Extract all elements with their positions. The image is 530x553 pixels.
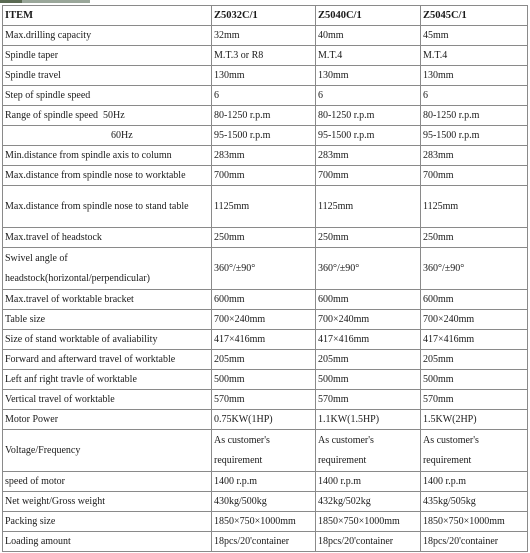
row-label: Size of stand worktable of avaliability — [3, 330, 212, 350]
row-value: 600mm — [315, 290, 420, 310]
row-value: 6 — [420, 86, 527, 106]
row-value: 417×416mm — [420, 330, 527, 350]
table-row — [3, 532, 528, 552]
row-value: 18pcs/20'container — [315, 532, 420, 552]
row-value: 700×240mm — [315, 310, 420, 330]
row-value: 6 — [211, 86, 315, 106]
row-value: 18pcs/20'container — [420, 532, 527, 552]
row-label: Voltage/Frequency — [3, 430, 212, 472]
header-model: Z5045C/1 — [420, 6, 527, 26]
row-value: 205mm — [420, 350, 527, 370]
row-label: Max.drilling capacity — [3, 26, 212, 46]
row-value: 130mm — [315, 66, 420, 86]
top-decoration-accent — [0, 0, 22, 3]
row-value: As customer's requirement — [420, 430, 527, 472]
row-value: 417×416mm — [211, 330, 315, 350]
row-value: 1125mm — [315, 186, 420, 228]
row-value: 32mm — [211, 26, 315, 46]
row-value: 283mm — [420, 146, 527, 166]
row-value: 130mm — [420, 66, 527, 86]
row-value: 1.5KW(2HP) — [420, 410, 527, 430]
row-value: As customer's requirement — [315, 430, 420, 472]
table-row — [3, 86, 528, 106]
row-label: Swivel angle of headstock(horizontal/perpendicular) — [3, 248, 212, 290]
row-value: 250mm — [211, 228, 315, 248]
row-label: Left anf right travle of worktable — [3, 370, 212, 390]
row-value: 45mm — [420, 26, 527, 46]
row-value: 1850×750×1000mm — [211, 512, 315, 532]
row-value: 430kg/500kg — [211, 492, 315, 512]
row-value: 80-1250 r.p.m — [420, 106, 527, 126]
table-row — [3, 126, 528, 146]
row-value: 360°/±90° — [420, 248, 527, 290]
row-value: M.T.4 — [420, 46, 527, 66]
row-value: 570mm — [420, 390, 527, 410]
row-label: Max.travel of worktable bracket — [3, 290, 212, 310]
table-row — [3, 66, 528, 86]
row-value: 250mm — [315, 228, 420, 248]
table-row — [3, 370, 528, 390]
table-row — [3, 46, 528, 66]
row-value: 700mm — [420, 166, 527, 186]
row-value: 600mm — [420, 290, 527, 310]
row-label: Table size — [3, 310, 212, 330]
row-value: 80-1250 r.p.m — [211, 106, 315, 126]
row-value: 205mm — [315, 350, 420, 370]
row-value: 0.75KW(1HP) — [211, 410, 315, 430]
table-row — [3, 290, 528, 310]
row-label: Range of spindle speed 50Hz — [3, 106, 212, 126]
row-value: 1.1KW(1.5HP) — [315, 410, 420, 430]
row-value: 205mm — [211, 350, 315, 370]
row-value: 1400 r.p.m — [315, 472, 420, 492]
row-value: 570mm — [211, 390, 315, 410]
row-label: Packing size — [3, 512, 212, 532]
row-value: 250mm — [420, 228, 527, 248]
row-label: Motor Power — [3, 410, 212, 430]
row-value: 600mm — [211, 290, 315, 310]
row-value: 700mm — [211, 166, 315, 186]
row-label: Spindle travel — [3, 66, 212, 86]
table-row — [3, 430, 528, 472]
row-value: M.T.4 — [315, 46, 420, 66]
row-value: 417×416mm — [315, 330, 420, 350]
table-row — [3, 26, 528, 46]
row-value: 95-1500 r.p.m — [211, 126, 315, 146]
spec-table — [2, 5, 528, 552]
row-label: Max.distance from spindle nose to stand table — [3, 186, 212, 228]
row-value: 500mm — [420, 370, 527, 390]
row-label: Vertical travel of worktable — [3, 390, 212, 410]
row-label: Forward and afterward travel of worktable — [3, 350, 212, 370]
table-row — [3, 146, 528, 166]
row-value: 500mm — [211, 370, 315, 390]
row-value: 95-1500 r.p.m — [420, 126, 527, 146]
table-row — [3, 166, 528, 186]
row-label: speed of motor — [3, 472, 212, 492]
table-row — [3, 228, 528, 248]
row-value: 18pcs/20'container — [211, 532, 315, 552]
row-value: 1400 r.p.m — [420, 472, 527, 492]
row-label: Spindle taper — [3, 46, 212, 66]
table-row — [3, 410, 528, 430]
row-value: 500mm — [315, 370, 420, 390]
table-row — [3, 472, 528, 492]
row-label: 60Hz — [111, 130, 133, 141]
row-value: 700×240mm — [420, 310, 527, 330]
row-value: 80-1250 r.p.m — [315, 106, 420, 126]
table-row — [3, 310, 528, 330]
row-value: 360°/±90° — [211, 248, 315, 290]
header-model: Z5040C/1 — [315, 6, 420, 26]
table-row — [3, 330, 528, 350]
row-value: 435kg/505kg — [420, 492, 527, 512]
row-value: 360°/±90° — [315, 248, 420, 290]
table-row — [3, 106, 528, 126]
row-value: 283mm — [211, 146, 315, 166]
row-value: 1400 r.p.m — [211, 472, 315, 492]
row-label: Min.distance from spindle axis to column — [3, 146, 212, 166]
row-value: 40mm — [315, 26, 420, 46]
row-value: 1125mm — [420, 186, 527, 228]
row-value: 700mm — [315, 166, 420, 186]
row-value: 1125mm — [211, 186, 315, 228]
table-header-row — [3, 6, 528, 26]
row-label: Loading amount — [3, 532, 212, 552]
header-model: Z5032C/1 — [211, 6, 315, 26]
table-row — [3, 390, 528, 410]
row-label: Step of spindle speed — [3, 86, 212, 106]
row-value: 130mm — [211, 66, 315, 86]
row-value: 570mm — [315, 390, 420, 410]
row-label-cell — [3, 126, 212, 146]
row-value: As customer's requirement — [211, 430, 315, 472]
table-row — [3, 492, 528, 512]
row-value: 6 — [315, 86, 420, 106]
table-row — [3, 350, 528, 370]
row-value: 95-1500 r.p.m — [315, 126, 420, 146]
row-value: M.T.3 or R8 — [211, 46, 315, 66]
row-value: 700×240mm — [211, 310, 315, 330]
row-value: 432kg/502kg — [315, 492, 420, 512]
row-value: 1850×750×1000mm — [420, 512, 527, 532]
row-label: Max.travel of headstock — [3, 228, 212, 248]
header-item: ITEM — [3, 6, 212, 26]
table-row — [3, 248, 528, 290]
table-row — [3, 186, 528, 228]
row-value: 283mm — [315, 146, 420, 166]
row-label: Net weight/Gross weight — [3, 492, 212, 512]
row-label: Max.distance from spindle nose to worktable — [3, 166, 212, 186]
table-row — [3, 512, 528, 532]
row-value: 1850×750×1000mm — [315, 512, 420, 532]
